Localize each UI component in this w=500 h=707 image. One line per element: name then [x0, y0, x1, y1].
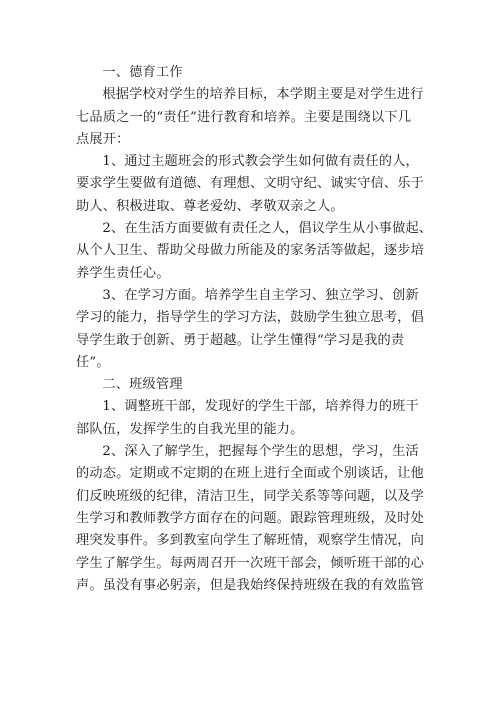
paragraph-line: 学生了解学生。每两周召开一次班干部会，倾听班干部的心 [76, 555, 425, 571]
paragraph-line: 任”。 [76, 354, 110, 370]
paragraph-line: 1、通过主题班会的形式教会学生如何做有责任的人， [102, 154, 419, 170]
paragraph-line: 生学习和教师教学方面存在的问题。跟踪管理班级，及时处 [76, 510, 425, 526]
list-item-1 [76, 151, 432, 218]
section-heading-moral-education [76, 62, 432, 84]
paragraph-line: 理突发事件。多到教室向学生了解班情，观察学生情况，向 [76, 533, 425, 549]
paragraph-line: 点展开： [76, 131, 130, 147]
paragraph-line: 七品质之一的“责任”进行教育和培养。主要是围绕以下几 [76, 109, 412, 125]
paragraph-line: 养学生责任心。 [76, 265, 170, 281]
heading-text: 二、班级管理 [102, 377, 183, 393]
list-item-3 [76, 285, 432, 374]
list-item-2 [76, 218, 432, 285]
paragraph-line: 学习的能力，指导学生的学习方法，鼓励学生独立思考，倡 [76, 310, 425, 326]
paragraph-line: 2、在生活方面要做有责任之人，倡议学生从小事做起、 [102, 221, 433, 237]
paragraph-line: 2、深入了解学生，把握每个学生的思想，学习，生活 [102, 444, 419, 460]
section-heading-class-management [76, 374, 432, 396]
paragraph-line: 要求学生要做有道德、有理想、文明守纪、诚实守信、乐于 [76, 176, 425, 192]
paragraph-line: 助人、积极进取、尊老爱幼、孝敬双亲之人。 [76, 198, 344, 214]
paragraph-line: 声。虽没有事必躬亲，但是我始终保持班级在我的有效监管 [76, 577, 425, 593]
paragraph-line: 导学生敢于创新、勇于超越。让学生懂得“学习是我的责 [76, 332, 405, 348]
heading-text: 一、德育工作 [102, 65, 183, 80]
paragraph-line: 的动态。定期或不定期的在班上进行全面或个别谈话，让他 [76, 466, 425, 482]
paragraph-line: 3、在学习方面。培养学生自主学习、独立学习、创新 [102, 287, 419, 303]
document-body [76, 62, 432, 597]
paragraph-line: 从个人卫生、帮助父母做力所能及的家务活等做起，逐步培 [76, 243, 425, 259]
paragraph-line: 1、调整班干部，发现好的学生干部，培养得力的班干 [102, 399, 419, 415]
intro-paragraph [76, 84, 432, 151]
paragraph-line: 部队伍，发挥学生的自我光里的能力。 [76, 421, 304, 437]
paragraph-line: 们反映班级的纪律，清洁卫生，同学关系等等问题，以及学 [76, 488, 425, 504]
list-item-4 [76, 396, 432, 441]
list-item-5 [76, 441, 432, 597]
paragraph-line: 根据学校对学生的培养目标，本学期主要是对学生进行 [102, 87, 424, 103]
